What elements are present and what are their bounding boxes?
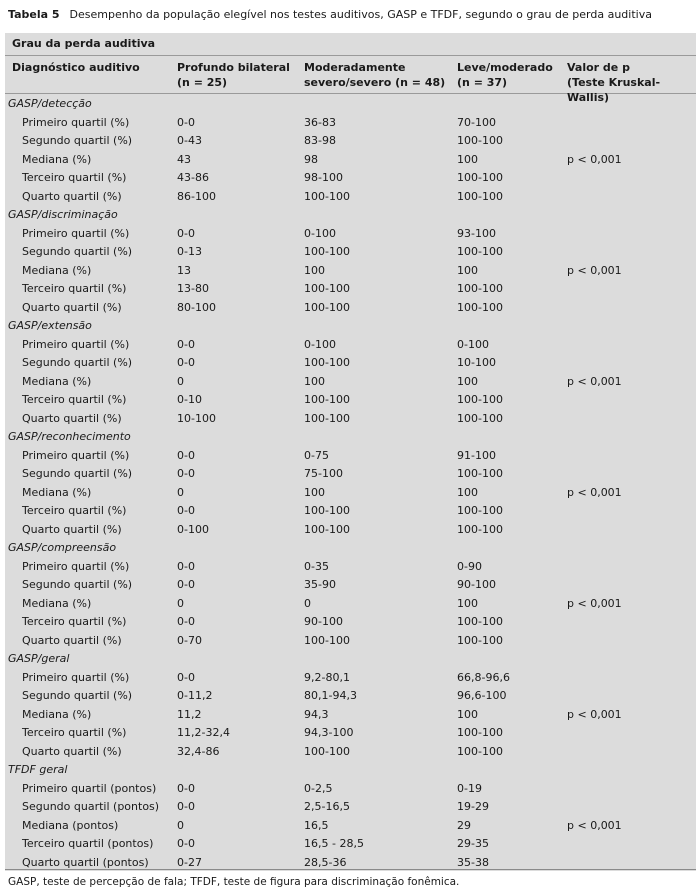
cell-c1: 80-100 [177,300,216,314]
table-row [5,410,696,429]
table-bottom-rule [5,869,696,870]
row-label: Primeiro quartil (%) [22,559,130,573]
table-row [5,373,696,392]
cell-c2: 94,3 [304,707,329,721]
cell-c2: 16,5 - 28,5 [304,837,364,850]
cell-c1: 86-100 [177,189,216,203]
cell-c3: 29 [457,818,471,832]
table-row [5,132,696,151]
row-label: Mediana (%) [22,485,92,499]
table-row [5,817,696,836]
table-row [5,724,696,743]
cell-c1: 0-0 [177,800,195,813]
row-label: Segundo quartil (%) [22,134,133,147]
row-label: Segundo quartil (%) [22,578,133,591]
table-row [5,447,696,466]
cell-c1: 0-70 [177,633,202,647]
cell-c3: 100 [457,485,478,499]
table-row [5,354,696,373]
table-row [5,669,696,688]
table-row [5,521,696,540]
row-label: Quarto quartil (pontos) [22,855,149,869]
cell-c3: 100-100 [457,467,503,480]
cell-c3: 35-38 [457,855,489,869]
table-group-row [5,206,696,225]
cell-c2: 100-100 [304,282,350,295]
cell-c3: 100-100 [457,189,503,203]
cell-c3: 100-100 [457,282,503,295]
cell-c2: 0-35 [304,559,329,573]
cell-c2: 100-100 [304,522,350,536]
cell-c1: 0-0 [177,837,195,850]
group-label: GASP/compreensão [8,541,117,554]
cell-c3: 100-100 [457,134,503,147]
row-label: Quarto quartil (%) [22,633,122,647]
row-label: Quarto quartil (%) [22,522,122,536]
cell-c2: 94,3-100 [304,726,354,739]
row-label: Terceiro quartil (%) [22,171,127,184]
cell-c3: 19-29 [457,800,489,813]
cell-c1: 0-0 [177,615,195,628]
cell-c1: 0-13 [177,245,202,258]
cell-c3: 100-100 [457,522,503,536]
table-group-header [5,33,696,56]
table-group-row [5,650,696,669]
cell-c1: 0-0 [177,337,195,351]
cell-c3: 100-100 [457,411,503,425]
cell-c2: 0-2,5 [304,781,333,795]
table-row [5,558,696,577]
table-caption [8,6,694,24]
table-row [5,706,696,725]
cell-c1: 11,2 [177,707,202,721]
row-label: Terceiro quartil (%) [22,393,127,406]
cell-c1: 0 [177,818,184,832]
table-body [5,95,696,872]
cell-c1: 0-0 [177,578,195,591]
row-label: Quarto quartil (%) [22,411,122,425]
table-row [5,225,696,244]
cell-c4: p < 0,001 [567,152,622,166]
cell-c1: 43-86 [177,171,209,184]
cell-c3: 100-100 [457,393,503,406]
column-header-moderadamente: Moderadamente severo/severo (n = 48) [304,61,446,89]
cell-c1: 0-0 [177,226,195,240]
cell-c1: 13-80 [177,282,209,295]
cell-c4: p < 0,001 [567,485,622,499]
cell-c3: 100-100 [457,615,503,628]
row-label: Primeiro quartil (%) [22,448,130,462]
row-label: Primeiro quartil (%) [22,337,130,351]
cell-c1: 0-100 [177,522,209,536]
cell-c3: 100-100 [457,744,503,758]
cell-c2: 100 [304,263,325,277]
cell-c2: 90-100 [304,615,343,628]
cell-c2: 100-100 [304,356,350,369]
cell-c1: 43 [177,152,191,166]
row-label: Mediana (%) [22,707,92,721]
table-row [5,502,696,521]
table-footnote: GASP, teste de percepção de fala; TFDF, teste de figura para discriminação fonêmica. [8,876,460,888]
row-label: Primeiro quartil (%) [22,115,130,129]
cell-c1: 0 [177,374,184,388]
cell-c4: p < 0,001 [567,374,622,388]
cell-c2: 98-100 [304,171,343,184]
table-group-row [5,761,696,780]
cell-c3: 10-100 [457,356,496,369]
row-label: Mediana (%) [22,596,92,610]
row-label: Terceiro quartil (%) [22,726,127,739]
cell-c3: 90-100 [457,578,496,591]
table-group-row [5,317,696,336]
cell-c1: 0 [177,485,184,499]
table-row [5,299,696,318]
cell-c2: 100-100 [304,411,350,425]
data-table [5,33,696,871]
cell-c2: 0-100 [304,337,336,351]
table-row [5,632,696,651]
table-title: Desempenho da população elegível nos testes auditivos, GASP e TFDF, segundo o grau de perda auditiva [69,8,652,21]
cell-c3: 0-90 [457,559,482,573]
cell-c1: 0-0 [177,467,195,480]
cell-c3: 70-100 [457,115,496,129]
cell-c3: 0-19 [457,781,482,795]
table-row [5,336,696,355]
cell-c3: 96,6-100 [457,689,507,702]
table-row [5,613,696,632]
group-label: TFDF geral [8,763,68,776]
cell-c2: 2,5-16,5 [304,800,350,813]
cell-c3: 100 [457,374,478,388]
group-label: GASP/extensão [8,319,92,332]
row-label: Primeiro quartil (%) [22,670,130,684]
group-label: GASP/discriminação [8,208,118,221]
cell-c2: 100-100 [304,633,350,647]
row-label: Terceiro quartil (%) [22,282,127,295]
cell-c3: 100-100 [457,504,503,517]
row-label: Mediana (pontos) [22,818,119,832]
cell-c3: 100 [457,596,478,610]
cell-c2: 36-83 [304,115,336,129]
row-label: Mediana (%) [22,152,92,166]
column-header-profundo: Profundo bilateral (n = 25) [177,61,290,89]
cell-c1: 0-0 [177,504,195,517]
table-row [5,114,696,133]
table-row [5,280,696,299]
cell-c3: 91-100 [457,448,496,462]
cell-c2: 80,1-94,3 [304,689,357,702]
cell-c2: 100-100 [304,393,350,406]
cell-c2: 100-100 [304,189,350,203]
row-label: Segundo quartil (%) [22,245,133,258]
column-header-leve: Leve/moderado (n = 37) [457,61,553,89]
cell-c2: 100 [304,374,325,388]
cell-c2: 28,5-36 [304,855,347,869]
cell-c3: 100 [457,263,478,277]
table-row [5,188,696,207]
cell-c4: p < 0,001 [567,596,622,610]
cell-c4: p < 0,001 [567,818,622,832]
table-row [5,169,696,188]
cell-c2: 83-98 [304,134,336,147]
cell-c2: 100 [304,485,325,499]
cell-c2: 75-100 [304,467,343,480]
group-label: GASP/reconhecimento [8,430,131,443]
cell-c2: 35-90 [304,578,336,591]
table-group-row [5,428,696,447]
cell-c2: 0-75 [304,448,329,462]
cell-c1: 0-0 [177,670,195,684]
row-label: Segundo quartil (%) [22,689,133,702]
table-row [5,835,696,854]
row-label: Segundo quartil (%) [22,356,133,369]
cell-c1: 0-0 [177,559,195,573]
cell-c2: 0-100 [304,226,336,240]
cell-c3: 100 [457,707,478,721]
cell-c1: 0-0 [177,115,195,129]
cell-c2: 100-100 [304,245,350,258]
table-group-row [5,539,696,558]
table-row [5,743,696,762]
cell-c3: 100-100 [457,633,503,647]
cell-c3: 100 [457,152,478,166]
table-row [5,780,696,799]
table-row [5,243,696,262]
cell-c1: 10-100 [177,411,216,425]
table-row [5,576,696,595]
cell-c2: 0 [304,596,311,610]
row-label: Quarto quartil (%) [22,300,122,314]
cell-c1: 13 [177,263,191,277]
row-label: Terceiro quartil (%) [22,504,127,517]
table-row [5,391,696,410]
group-label: GASP/detecção [8,97,92,110]
table-label: Tabela 5 [8,8,60,21]
column-header-diagnostico: Diagnóstico auditivo [12,61,140,74]
table-row [5,798,696,817]
row-label: Terceiro quartil (pontos) [22,837,154,850]
cell-c4: p < 0,001 [567,707,622,721]
group-header-title: Grau da perda auditiva [12,37,156,50]
cell-c1: 0 [177,596,184,610]
table-row [5,595,696,614]
cell-c2: 100-100 [304,300,350,314]
column-header-p-value: Valor de p (Teste Kruskal-Wallis) [567,61,661,104]
cell-c3: 93-100 [457,226,496,240]
cell-c3: 100-100 [457,300,503,314]
row-label: Primeiro quartil (pontos) [22,781,157,795]
cell-c1: 0-43 [177,134,202,147]
cell-c2: 16,5 [304,818,329,832]
table-row [5,262,696,281]
cell-c1: 0-0 [177,781,195,795]
cell-c1: 11,2-32,4 [177,726,230,739]
cell-c1: 0-10 [177,393,202,406]
cell-c2: 9,2-80,1 [304,670,350,684]
table-group-row [5,95,696,114]
cell-c3: 0-100 [457,337,489,351]
cell-c3: 100-100 [457,726,503,739]
row-label: Terceiro quartil (%) [22,615,127,628]
cell-c1: 0-11,2 [177,689,213,702]
cell-c3: 100-100 [457,171,503,184]
row-label: Quarto quartil (%) [22,744,122,758]
table-row [5,687,696,706]
table-row [5,484,696,503]
row-label: Segundo quartil (%) [22,467,133,480]
row-label: Mediana (%) [22,263,92,277]
cell-c4: p < 0,001 [567,263,622,277]
cell-c3: 100-100 [457,245,503,258]
table-row [5,465,696,484]
cell-c2: 100-100 [304,504,350,517]
row-label: Primeiro quartil (%) [22,226,130,240]
row-label: Mediana (%) [22,374,92,388]
cell-c1: 32,4-86 [177,744,220,758]
cell-c1: 0-0 [177,448,195,462]
cell-c1: 0-27 [177,855,202,869]
table-row [5,151,696,170]
cell-c3: 29-35 [457,837,489,850]
cell-c2: 98 [304,152,318,166]
cell-c1: 0-0 [177,356,195,369]
group-label: GASP/geral [8,652,70,665]
cell-c3: 66,8-96,6 [457,670,510,684]
row-label: Quarto quartil (%) [22,189,122,203]
row-label: Segundo quartil (pontos) [22,800,160,813]
cell-c2: 100-100 [304,744,350,758]
